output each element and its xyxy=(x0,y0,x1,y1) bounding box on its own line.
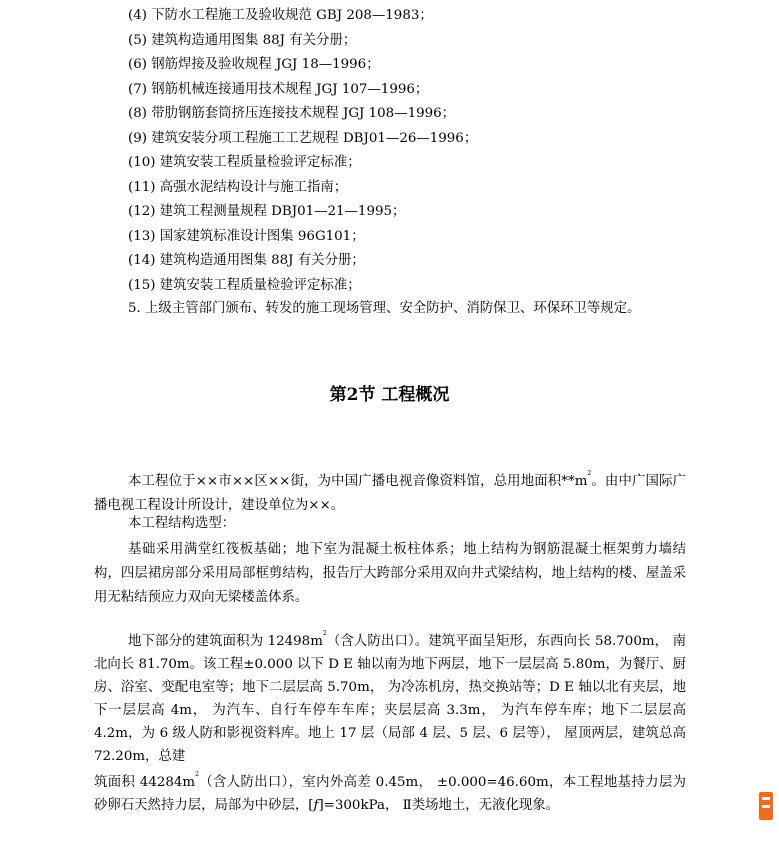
location-text-end: 。由中广国际广播电视工程设计所设计，建设单位为××。 xyxy=(94,474,687,513)
reference-item: (7) 钢筋机械连接通用技术规程 JGJ 107—1996； xyxy=(128,81,429,97)
reference-item: (12) 建筑工程测量规程 DBJ01—21—1995； xyxy=(128,204,406,219)
location-text: 本工程位于××市××区××街，为中国广播电视音像资料馆，总用地面积**m xyxy=(128,474,588,489)
logo-icon xyxy=(759,792,773,820)
reference-list xyxy=(128,4,477,298)
reference-item: (5) 建筑构造通用图集 88J 有关分册； xyxy=(128,32,357,48)
reference-item: (11) 高强水泥结构设计与施工指南； xyxy=(128,179,348,195)
superscript-2: 2 xyxy=(322,630,327,637)
aboveground-text-end: ]=300kPa， Ⅱ类场地土，无液化现象。 xyxy=(318,798,560,813)
reference-item: (10) 建筑安装工程质量检验评定标准； xyxy=(128,155,361,170)
reference-item: (6) 钢筋焊接及验收规程 JGJ 18—1996； xyxy=(128,57,380,72)
reference-item: (9) 建筑安装分项工程施工工艺规程 DBJ01—26—1996； xyxy=(128,130,478,146)
reference-item: (8) 带肋钢筋套筒挤压连接技术规程 JGJ 108—1996； xyxy=(128,106,456,121)
underground-text: 地下部分的建筑面积为 12498m xyxy=(128,634,323,649)
bearing-symbol: f xyxy=(313,798,319,813)
item-5-paragraph: 5. 上级主管部门颁布、转发的施工现场管理、安全防护、消防保卫、环保环卫等规定。 xyxy=(128,301,641,316)
superscript-2: 2 xyxy=(587,470,592,477)
reference-item: (4) 下防水工程施工及验收规范 GBJ 208—1983； xyxy=(128,8,433,23)
reference-item: (13) 国家建筑标准设计图集 96G101； xyxy=(128,228,365,244)
location-paragraph xyxy=(94,462,686,518)
aboveground-paragraph xyxy=(94,763,686,817)
reference-item: (14) 建筑构造通用图集 88J 有关分册； xyxy=(128,253,365,268)
aboveground-text-middle: （含人防出口），室内外高差 0.45m， ±0.000=46.60m，本工程地基持力层为砂卵石天然持力层，局部为中砂层，[ xyxy=(94,775,686,813)
foundation-paragraph: 基础采用满堂红筏板基础；地下室为混凝土板柱体系；地上结构为钢筋混凝土框架剪力墙结构，四层裙房部分采用局部框剪结构，报告厅大跨部分采用双向井式梁结构，地上结构的楼、屋盖采用无粘结预应力双向无梁楼盖体系。 xyxy=(94,542,686,605)
reference-item: (15) 建筑安装工程质量检验评定标准； xyxy=(128,277,361,293)
underground-text-end: （含人防出口）。建筑平面呈矩形，东西向长 58.700m， 南北向长 81.70m。该工程±0.000 以下 D E 轴以南为地下两层，地下一层层高 5.80m，为餐厅、厨房、浴室、变配电室等；地下二层层高 5.70m， 为冷冻机房，热交换站等；D E 轴以北有夹层，地下一层层高 4m， 为汽车、自行车停车车库；夹层层高 3.3m， 为汽车停车库；地下二层层高 4.2m，为 6 级人防和影视资料库。地上 17 层（局部 4 层、5 层、6 层等）， 屋顶两层，建筑总高 72.20m，总建 xyxy=(94,634,686,764)
superscript-2: 2 xyxy=(195,771,199,778)
section-title: 第2节 工程概况 xyxy=(329,385,450,405)
structure-heading: 本工程结构选型： xyxy=(128,516,236,531)
aboveground-text: 筑面积 44284m xyxy=(94,775,196,790)
underground-paragraph xyxy=(94,622,686,768)
